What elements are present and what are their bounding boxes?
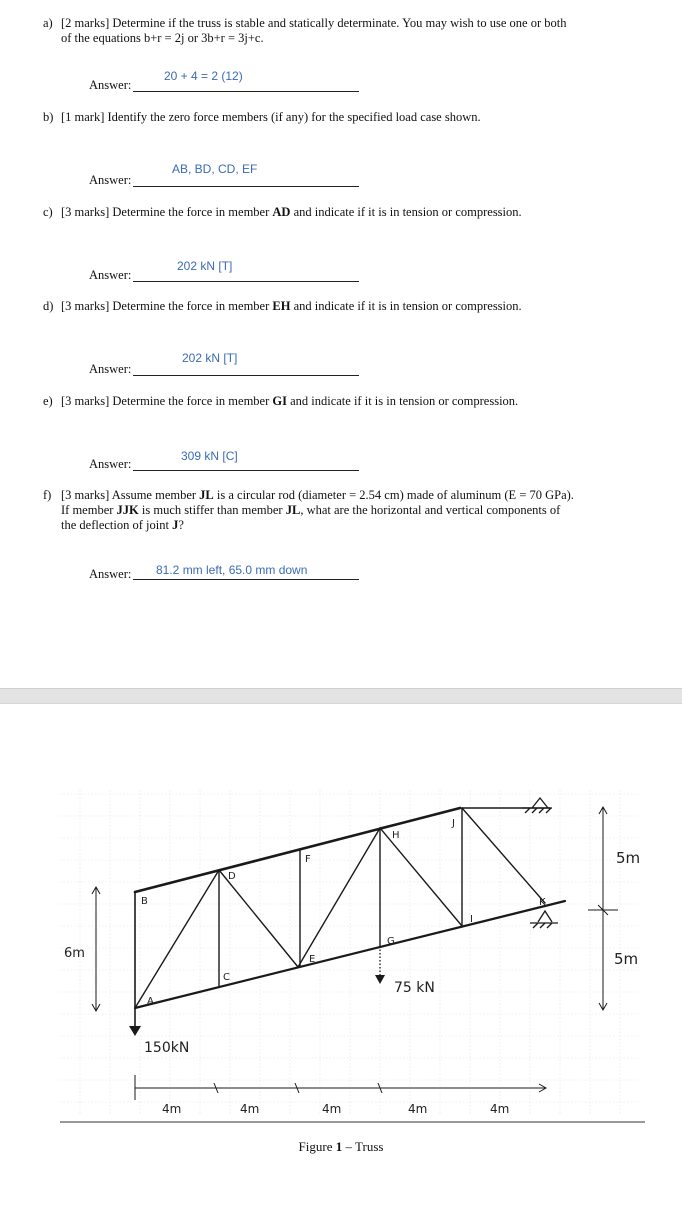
answer-b[interactable]: AB, BD, CD, EF xyxy=(172,162,258,176)
dim-label-5m-bottom: 5m xyxy=(614,950,639,968)
answer-e[interactable]: 309 kN [C] xyxy=(181,449,238,463)
marks: [2 marks] xyxy=(61,16,110,30)
joint-labels xyxy=(141,818,546,1007)
answer-line xyxy=(133,281,359,282)
answer-label: Answer: xyxy=(89,173,132,187)
member-name: GI xyxy=(272,394,287,408)
dimension-left xyxy=(92,887,100,1011)
question-d: d) [3 marks] Determine the force in member EH and indicate if it is in tension or compression. xyxy=(43,299,522,313)
span-label-2: 4m xyxy=(240,1102,260,1116)
question-f: f) [3 marks] Assume member JL is a circular rod (diameter = 2.54 cm) made of aluminum (E = 70 GPa). If member JJK is much stiffer than member JL, what are the horizontal and vertical components of the deflection of joint J? xyxy=(43,488,574,532)
page-divider xyxy=(0,688,682,704)
answer-label: Answer: xyxy=(89,268,132,282)
dim-label-6m: 6m xyxy=(64,946,85,961)
figure-caption: Figure 1 – Truss xyxy=(298,1139,384,1154)
load-150kn xyxy=(129,1008,189,1056)
answer-label: Answer: xyxy=(89,457,132,471)
joint-label-i: I xyxy=(470,914,473,925)
question-e: e) [3 marks] Determine the force in member GI and indicate if it is in tension or compression. xyxy=(43,394,519,408)
answer-line xyxy=(133,470,359,471)
joint-label-j: J xyxy=(452,818,455,829)
joint-label-g: G xyxy=(387,936,395,947)
joint-label-a: A xyxy=(147,996,154,1007)
question-text: Determine if the truss is stable and statically determinate. You may wish to use one or both xyxy=(112,16,567,30)
answer-label: Answer: xyxy=(89,362,132,376)
marks: [3 marks] xyxy=(61,394,110,408)
span-label-5: 4m xyxy=(490,1102,510,1116)
answer-d[interactable]: 202 kN [T] xyxy=(182,351,238,365)
marks: [3 marks] xyxy=(61,299,110,313)
pin-support-top xyxy=(522,798,552,813)
answer-line xyxy=(133,186,359,187)
joint-label-k: K xyxy=(539,897,546,908)
question-b: b) [1 mark] Identify the zero force members (if any) for the specified load case shown. xyxy=(43,110,481,124)
graph-paper-grid xyxy=(60,790,640,1115)
joint-label-h: H xyxy=(392,830,400,841)
joint-label-d: D xyxy=(228,871,236,882)
answer-label: Answer: xyxy=(89,78,132,92)
member-name: AD xyxy=(272,205,291,219)
answer-a[interactable]: 20 + 4 = 2 (12) xyxy=(164,69,243,83)
member-name: EH xyxy=(272,299,291,313)
question-c: c) [3 marks] Determine the force in member AD and indicate if it is in tension or compression. xyxy=(43,205,522,219)
answer-line xyxy=(133,91,359,92)
answer-f[interactable]: 81.2 mm left, 65.0 mm down xyxy=(156,563,308,577)
question-a: a) [2 marks] Determine if the truss is stable and statically determinate. You may wish to use one or both of the equations b+r = 2j or 3b+r = 3j+c. xyxy=(43,16,567,45)
question-text: of the equations b+r = 2j or 3b+r = 3j+c. xyxy=(61,31,264,45)
answer-line xyxy=(133,375,359,376)
joint-label-b: B xyxy=(141,896,148,907)
span-label-4: 4m xyxy=(408,1102,428,1116)
truss-members xyxy=(135,808,565,1008)
dimension-bottom xyxy=(135,1075,546,1100)
question-text: Identify the zero force members (if any) for the specified load case shown. xyxy=(107,110,481,124)
pin-support-k xyxy=(530,911,558,928)
span-label-3: 4m xyxy=(322,1102,342,1116)
span-label-1: 4m xyxy=(162,1102,182,1116)
answer-c[interactable]: 202 kN [T] xyxy=(177,259,233,273)
dimension-right xyxy=(588,807,618,1010)
answer-line xyxy=(133,579,359,580)
load-label-150: 150kN xyxy=(144,1040,190,1056)
marks: [3 marks] xyxy=(61,205,110,219)
joint-label-c: C xyxy=(223,972,230,983)
load-label-75: 75 kN xyxy=(394,980,435,996)
marks: [1 mark] xyxy=(61,110,105,124)
answer-label: Answer: xyxy=(89,567,132,581)
dim-label-5m-top: 5m xyxy=(616,849,641,867)
load-75kn xyxy=(375,946,435,996)
joint-label-e: E xyxy=(309,954,316,965)
joint-label-f: F xyxy=(305,854,311,865)
marks: [3 marks] xyxy=(61,488,110,502)
